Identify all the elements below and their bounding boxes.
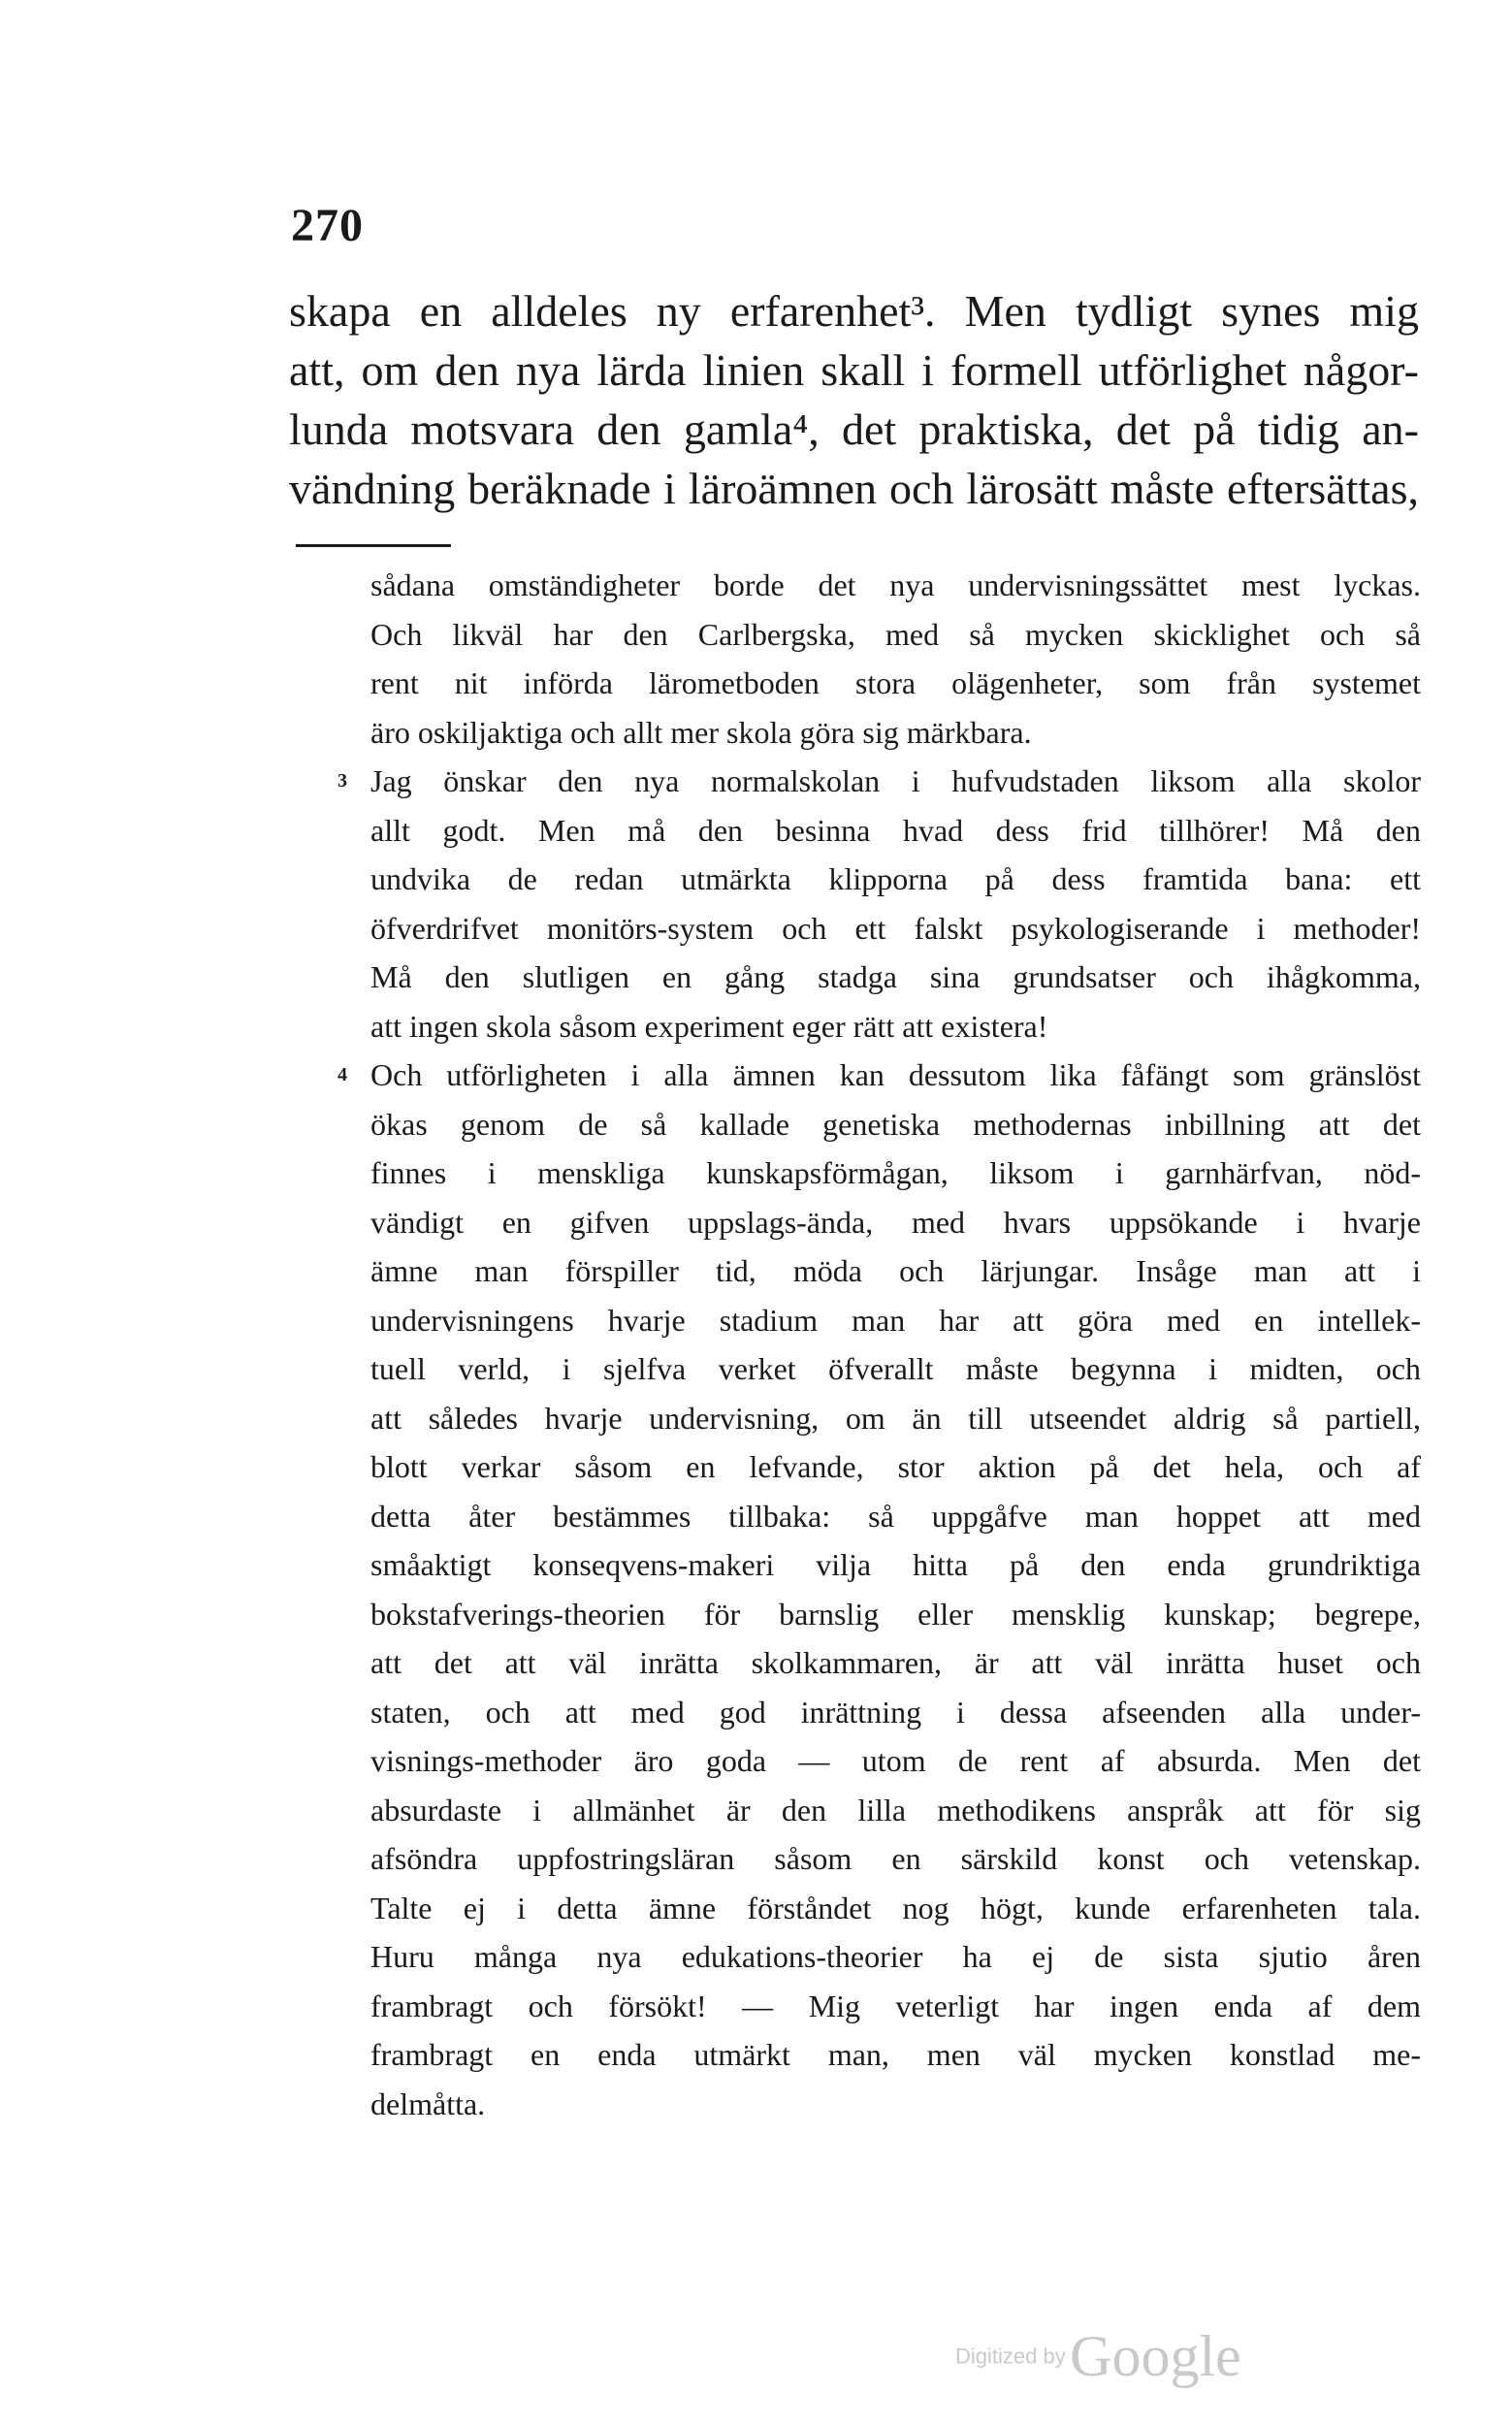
- footnote-line: Talte ej i detta ämne förståndet nog högt, kunde erfarenheten tala.: [370, 1890, 1421, 1925]
- footnote-line: Må den slutligen en gång stadga sina grundsatser och ihågkomma,: [370, 959, 1421, 994]
- footnote-line: att det att väl inrätta skolkammaren, är att väl inrätta huset och: [370, 1645, 1421, 1680]
- footnote-line: delmåtta.: [370, 2086, 486, 2121]
- footnote-line: Jag önskar den nya normalskolan i hufvudstaden liksom alla skolor: [370, 763, 1421, 798]
- footnote-line: Huru många nya edukations-theorier ha ej de sista sjutio åren: [370, 1939, 1421, 1974]
- footnote-line: staten, och att med god inrättning i dessa afseenden alla under-: [370, 1694, 1421, 1730]
- footnote-line: absurdaste i allmänhet är den lilla methodikens anspråk att för sig: [370, 1792, 1421, 1827]
- footnotes: [338, 561, 1421, 2128]
- footnote-line: finnes i menskliga kunskapsförmågan, liksom i garnhärfvan, nöd-: [370, 1155, 1421, 1190]
- footnote-line: tuell verld, i sjelfva verket öfverallt måste begynna i midten, och: [370, 1351, 1421, 1386]
- footnote-line: Och utförligheten i alla ämnen kan dessutom lika fåfängt som gränslöst: [370, 1057, 1421, 1092]
- footnote-line: frambragt en enda utmärkt man, men väl mycken konstlad me-: [370, 2037, 1421, 2072]
- footnote-line: småaktigt konseqvens-makeri vilja hitta på den enda grundriktiga: [370, 1547, 1421, 1582]
- footnote-line: frambragt och försökt! — Mig veterligt har ingen enda af dem: [370, 1988, 1421, 2023]
- main-text: [289, 281, 1419, 518]
- google-logo: Google: [1070, 2324, 1241, 2388]
- footnote-line: visnings-methoder äro goda — utom de rent af absurda. Men det: [370, 1743, 1421, 1778]
- footnote-line: allt godt. Men må den besinna hvad dess frid tillhörer! Må den: [370, 812, 1421, 848]
- footnote-line: vändigt en gifven uppslags-ända, med hvars uppsökande i hvarje: [370, 1204, 1421, 1240]
- footnote-line: afsöndra uppfostringsläran såsom en särskild konst och vetenskap.: [370, 1841, 1421, 1876]
- footnote-line: ökas genom de så kallade genetiska methodernas inbillning att det: [370, 1106, 1421, 1142]
- footnote-line: öfverdrifvet monitörs-system och ett falskt psykologiserande i methoder!: [370, 910, 1421, 946]
- footnote-3: [338, 757, 1421, 1051]
- footnote-line: rent nit införda lärometboden stora olägenheter, som från systemet: [370, 665, 1421, 700]
- footnote-4: [338, 1051, 1421, 2128]
- footnote-line: sådana omständigheter borde det nya undervisningssättet mest lyckas.: [370, 567, 1421, 602]
- footnote-line: bokstafverings-theorien för barnslig eller mensklig kunskap; begrepe,: [370, 1596, 1421, 1632]
- footnote-line: ämne man förspiller tid, möda och lärjungar. Insåge man att i: [370, 1253, 1421, 1288]
- footnote-line: äro oskiljaktiga och allt mer skola göra sig märkbara.: [370, 714, 1032, 750]
- digitized-watermark: [955, 2323, 1241, 2390]
- watermark-prefix: Digitized by: [955, 2344, 1066, 2369]
- footnote-continuation: [370, 561, 1421, 757]
- footnote-line: att således hvarje undervisning, om än till utseendet aldrig så partiell,: [370, 1400, 1421, 1436]
- main-text-line: lunda motsvara den gamla⁴, det praktiska, det på tidig an-: [289, 404, 1419, 454]
- main-text-line: vändning beräknade i läroämnen och lärosätt måste eftersättas,: [289, 464, 1419, 513]
- footnote-line: att ingen skola såsom experiment eger rätt att existera!: [370, 1008, 1048, 1044]
- footnote-separator: [296, 544, 451, 547]
- footnote-line: undvika de redan utmärkta klipporna på dess framtida bana: ett: [370, 861, 1421, 896]
- footnote-line: blott verkar såsom en lefvande, stor aktion på det hela, och af: [370, 1449, 1421, 1484]
- footnote-marker: 3: [338, 770, 347, 792]
- footnote-line: undervisningens hvarje stadium man har att göra med en intellek-: [370, 1302, 1421, 1338]
- main-text-line: att, om den nya lärda linien skall i formell utförlighet någor-: [289, 345, 1419, 395]
- footnote-line: Och likväl har den Carlbergska, med så mycken skicklighet och så: [370, 616, 1421, 652]
- footnote-marker: 4: [338, 1064, 347, 1085]
- page-number: 270: [291, 200, 364, 251]
- footnote-line: detta åter bestämmes tillbaka: så uppgåfve man hoppet att med: [370, 1498, 1421, 1534]
- main-text-line: skapa en alldeles ny erfarenhet³. Men tydligt synes mig: [289, 286, 1419, 336]
